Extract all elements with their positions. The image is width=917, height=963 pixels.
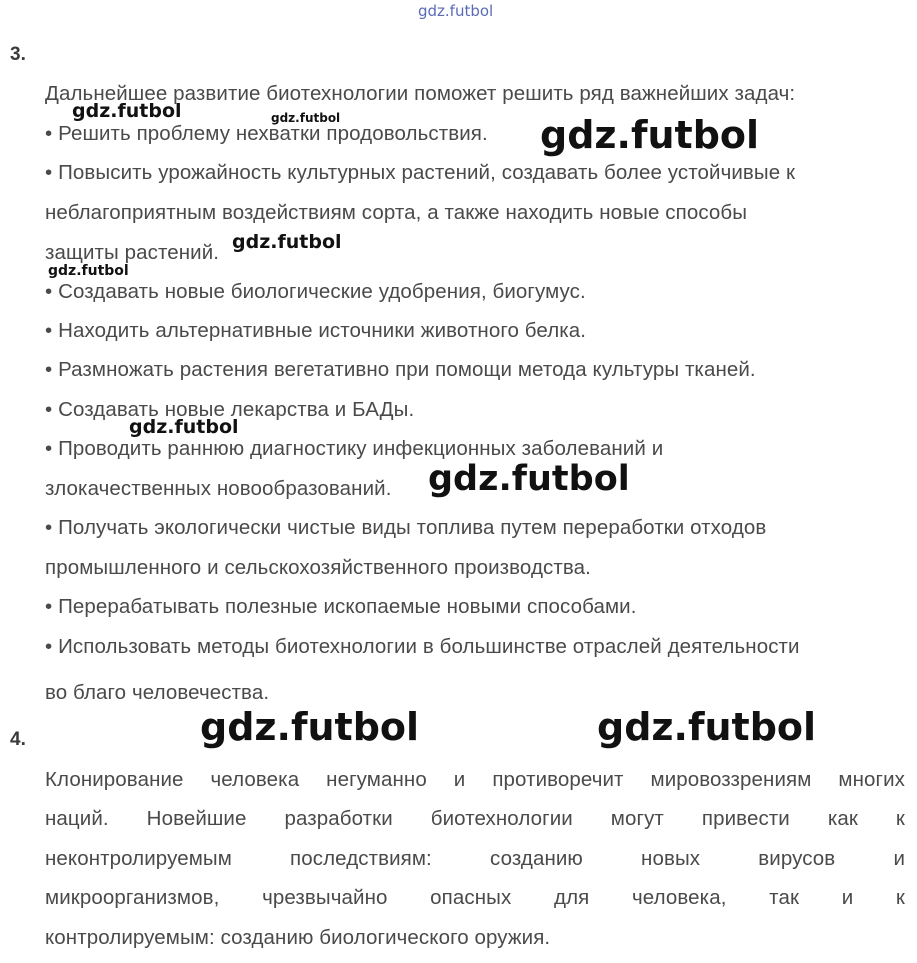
watermark: gdz.futbol — [129, 416, 239, 438]
section-3-bullet: • Получать экологически чистые виды топлива путем переработки отходов — [45, 516, 767, 539]
section-3-intro: Дальнейшее развитие биотехнологии поможет решить ряд важнейших задач: — [45, 82, 796, 105]
section-3-bullet: • Повысить урожайность культурных растений, создавать более устойчивые к — [45, 161, 796, 184]
watermark: gdz.futbol — [72, 100, 182, 122]
section-3-bullet-continuation: злокачественных новообразований. — [45, 477, 392, 500]
watermark-top: gdz.futbol — [418, 2, 494, 20]
section-3-bullet: • Решить проблему нехватки продовольствия. — [45, 122, 488, 145]
section-4-line: наций. Новейшие разработки биотехнологии могут привести как к — [45, 807, 905, 830]
section-4-line: неконтролируемым последствиям: созданию новых вирусов и — [45, 847, 905, 870]
section-3-bullet: • Использовать методы биотехнологии в большинстве отраслей деятельности — [45, 635, 800, 658]
section-3-bullet: • Перерабатывать полезные ископаемые новыми способами. — [45, 595, 637, 618]
section-3-bullet: • Создавать новые лекарства и БАДы. — [45, 398, 415, 421]
section-4-line: Клонирование человека негуманно и противоречит мировоззрениям многих — [45, 768, 905, 791]
section-3-bullet: • Проводить раннюю диагностику инфекционных заболеваний и — [45, 437, 664, 460]
section-3-number: 3. — [10, 44, 26, 65]
watermark: gdz.futbol — [271, 111, 341, 125]
section-4-line: микроорганизмов, чрезвычайно опасных для человека, так и к — [45, 886, 905, 909]
watermark: gdz.futbol — [232, 231, 342, 253]
watermark: gdz.futbol — [597, 705, 817, 749]
watermark: gdz.futbol — [48, 263, 129, 279]
section-3-bullet-continuation: промышленного и сельскохозяйственного производства. — [45, 556, 591, 579]
section-3-bullet-continuation: во благо человечества. — [45, 681, 270, 704]
watermark: gdz.futbol — [540, 113, 760, 157]
section-3-bullet: • Размножать растения вегетативно при помощи метода культуры тканей. — [45, 358, 756, 381]
watermark: gdz.futbol — [428, 459, 630, 499]
section-3-bullet-continuation: неблагоприятным воздействиям сорта, а также находить новые способы — [45, 201, 748, 224]
section-4-number: 4. — [10, 729, 26, 750]
watermark: gdz.futbol — [200, 705, 420, 749]
section-3-bullet: • Находить альтернативные источники животного белка. — [45, 319, 587, 342]
section-3-bullet-continuation: защиты растений. — [45, 241, 220, 264]
section-4-line: контролируемым: созданию биологического оружия. — [45, 926, 551, 949]
section-3-bullet: • Создавать новые биологические удобрения, биогумус. — [45, 280, 586, 303]
